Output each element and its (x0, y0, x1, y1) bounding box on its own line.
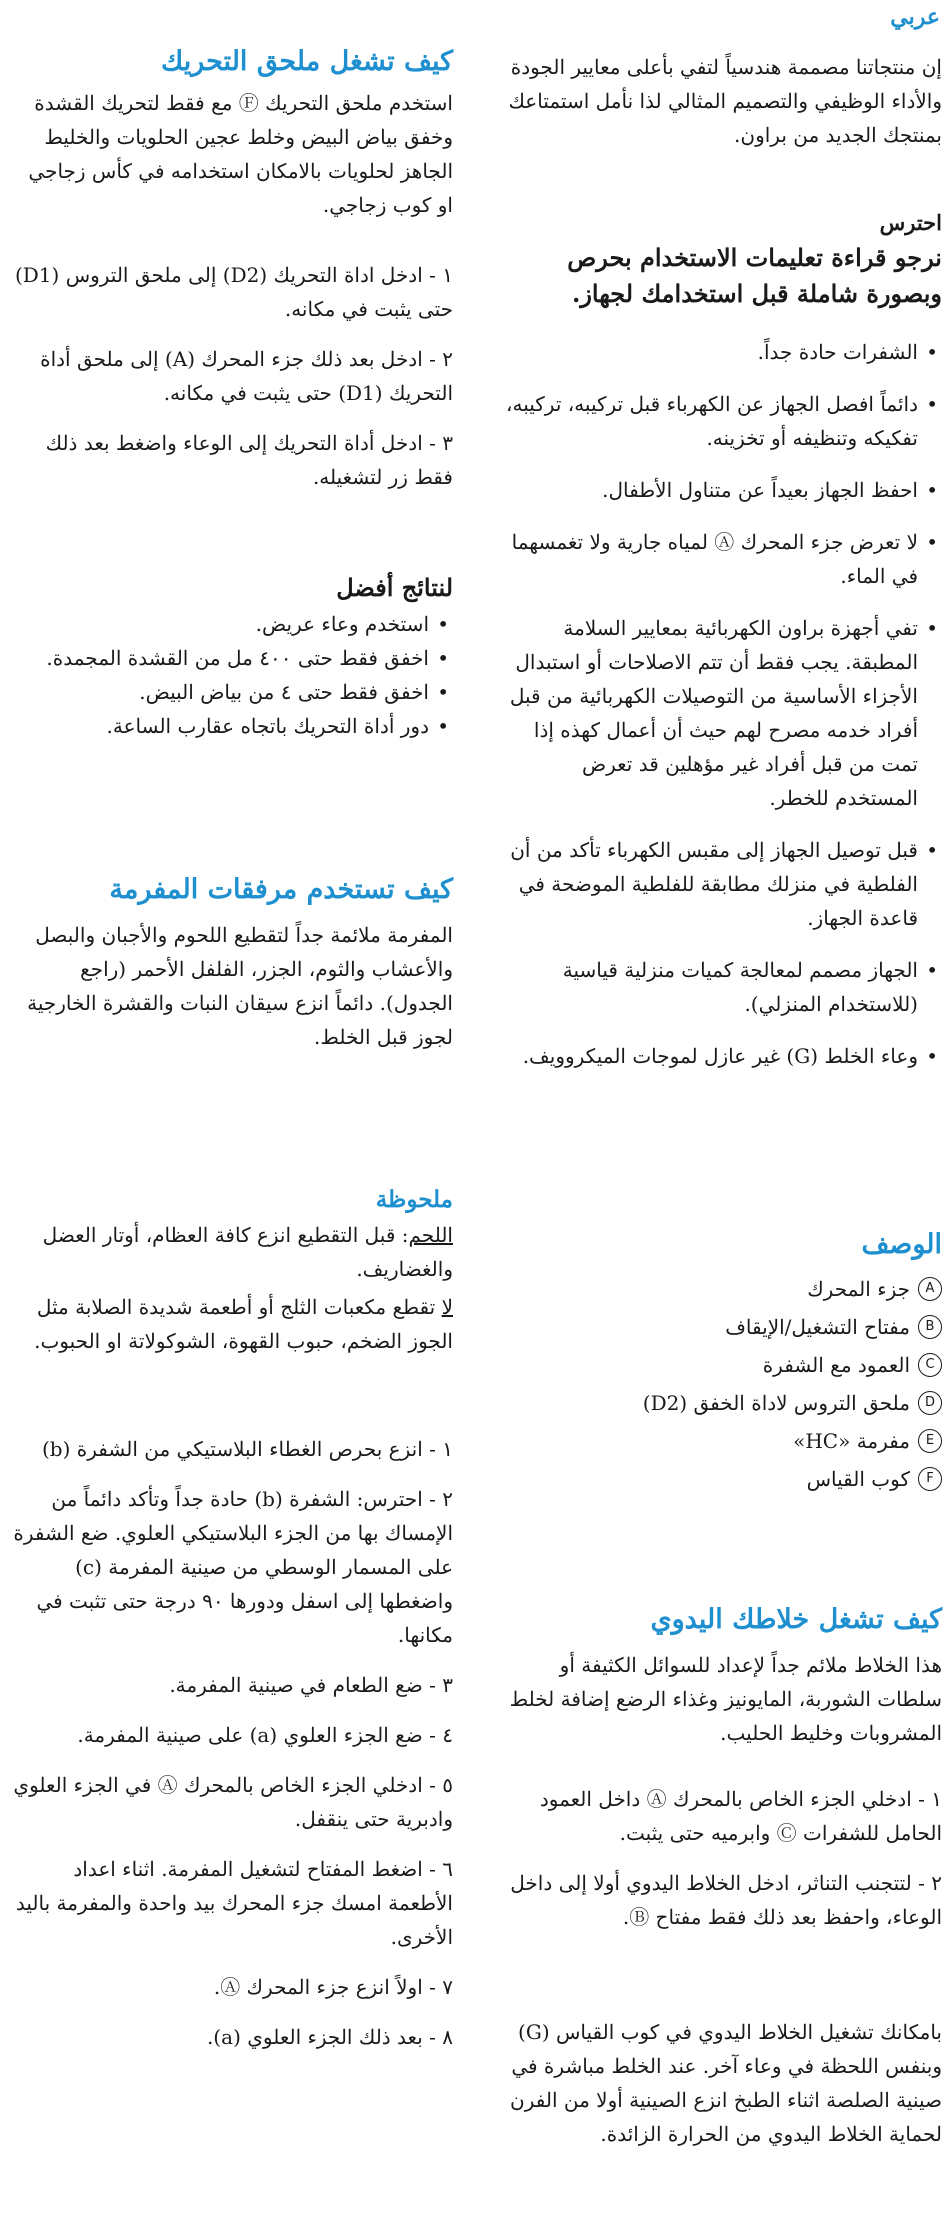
note-meat-text: : قبل التقطيع انزع كافة العظام، أوتار العضل والغضاريف. (42, 1223, 453, 1281)
caution-text: نرجو قراءة تعليمات الاستخدام بحرص وبصورة شاملة قبل استخدامك لجهاز. (567, 243, 942, 308)
step-item: ٥ - ادخلي الجزء الخاص بالمحرك Ⓐ في الجزء العلوي وادبرية حتى ينقفل. (13, 1773, 453, 1831)
whisk-steps (13, 258, 453, 510)
step-item: ٢ - ادخل بعد ذلك جزء المحرك (A) إلى ملحق أداة التحريك (D1) حتى يثبت في مكانه. (40, 347, 453, 405)
result-item: • اخفق فقط حتى ٤ من بياض البيض. (13, 676, 453, 708)
part-item (502, 1386, 942, 1420)
step-item: ٢ - احترس: الشفرة (b) حادة جداً وتأكد دائماً من الإمساك بها من الجزء البلاستيكي العلوي. ضع الشفرة على المسمار الوسطي من صينية المفرمة (c) واضغطها إلى اسفل ودورها ٩٠ درجة حتى تثبت في مكانها. (13, 1487, 453, 1647)
part-label: مفتاح التشغيل/الإيقاف (725, 1315, 910, 1339)
part-item (502, 1272, 942, 1306)
letter-marker-icon: F (918, 1467, 942, 1491)
part-label: ملحق التروس لاداة الخفق (D2) (642, 1391, 910, 1415)
step-item: ٦ - اضغط المفتاح لتشغيل المفرمة. اثناء اعداد الأطعمة امسك جزء المحرك بيد واحدة والمفرمة باليد الأخرى. (15, 1857, 453, 1949)
step-item: ٣ - ضع الطعام في صينية المفرمة. (169, 1673, 453, 1697)
warning-item: • الجهاز مصمم لمعالجة كميات منزلية قياسية (للاستخدام المنزلي). (502, 953, 942, 1021)
chopper-title: كيف تستخدم مرفقات المفرمة (109, 874, 453, 905)
step-item: ٧ - اولاً انزع جزء المحرك Ⓐ. (213, 1975, 453, 1999)
part-item (502, 1310, 942, 1344)
chopper-intro: المفرمة ملائمة جداً لتقطيع اللحوم والأجبان والبصل والأعشاب والثوم، الجزر، الفلفل الأحمر (راجع الجدول). دائماً انزع سيقان النبات والقشرة الخارجية لجوز قبل الخلط. (27, 923, 453, 1049)
part-item (502, 1424, 942, 1458)
blender-note: بامكانك تشغيل الخلاط اليدوي في كوب القياس (G) وبنفس اللحظة في وعاء آخر. عند الخلط مباشرة في صينية الصلصة اثناء الطبخ انزع الصينية أولا من الفرن لحماية الخلاط اليدوي من الحرارة الزائدة. (510, 2020, 942, 2146)
note-dont (13, 1290, 453, 1358)
blender-title: كيف تشغل خلاطك اليدوي (650, 1604, 942, 1635)
letter-marker-icon: A (918, 1277, 942, 1301)
note-meat-label: اللحم (408, 1223, 453, 1247)
part-label: كوب القياس (806, 1467, 910, 1491)
whisk-title: كيف تشغل ملحق التحريك (160, 46, 453, 77)
warning-item: • وعاء الخلط (G) غير عازل لموجات الميكروويف. (502, 1039, 942, 1073)
letter-marker-icon: B (918, 1315, 942, 1339)
intro-text: إن منتجاتنا مصممة هندسياً لتفي بأعلى معايير الجودة والأداء الوظيفي والتصميم المثالي لذا نأمل استمتاعك بمنتجك الجديد من براون. (508, 55, 942, 147)
part-item (502, 1348, 942, 1382)
step-item: ١ - انزع بحرص الغطاء البلاستيكي من الشفرة (b) (41, 1437, 453, 1461)
results-title: لنتائج أفضل (336, 573, 453, 602)
part-label: العمود مع الشفرة (762, 1353, 910, 1377)
note-title: ملحوظة (375, 1186, 453, 1213)
part-label: جزء المحرك (807, 1277, 910, 1301)
results-list (13, 608, 453, 744)
letter-marker-icon: D (918, 1391, 942, 1415)
step-item: ١ - ادخل اداة التحريك (D2) إلى ملحق التروس (D1) حتى يثبت في مكانه. (14, 263, 453, 321)
warning-item: • قبل توصيل الجهاز إلى مقبس الكهرباء تأكد من أن الفلطية في منزلك مطابقة للفلطية الموضحة في قاعدة الجهاز. (502, 833, 942, 935)
step-item: ٨ - بعد ذلك الجزء العلوي (a). (206, 2025, 453, 2049)
result-item: • دور أداة التحريك باتجاه عقارب الساعة. (13, 710, 453, 742)
whisk-intro: استخدم ملحق التحريك Ⓕ مع فقط لتحريك القشدة وخفق بياض البيض وخلط عجين الحلويات والخليط الجاهز لحلويات بالامكان استخدامه في كأس زجاجي او كوب زجاجي. (28, 91, 453, 217)
step-item: ٤ - ضع الجزء العلوي (a) على صينية المفرمة. (77, 1723, 453, 1747)
result-item: • اخفق فقط حتى ٤٠٠ مل من القشدة المجمدة. (13, 642, 453, 674)
note-dont-label: لا (441, 1295, 453, 1319)
warning-item: • الشفرات حادة جداً. (502, 335, 942, 369)
note-meat (13, 1218, 453, 1286)
step-item: ٢ - لتتجنب التناثر، ادخل الخلاط اليدوي أولا إلى داخل الوعاء، واحفظ بعد ذلك فقط مفتاح Ⓑ. (510, 1871, 942, 1929)
letter-marker-icon: E (918, 1429, 942, 1453)
parts-list (502, 1272, 942, 1500)
warning-item: • دائماً افصل الجهاز عن الكهرباء قبل تركيبه، تركيبه، تفكيكه وتنظيفه أو تخزينه. (502, 387, 942, 455)
step-item: ٣ - ادخل أداة التحريك إلى الوعاء واضغط بعد ذلك فقط زر لتشغيله. (45, 431, 453, 489)
blender-intro: هذا الخلاط ملائم جداً لإعداد للسوائل الكثيفة أو سلطات الشوربة، المايونيز وغذاء الرضع إضافة لخلط المشروبات وخليط الحليب. (509, 1653, 942, 1745)
chopper-steps (13, 1432, 453, 2070)
description-title: الوصف (861, 1229, 942, 1260)
part-item (502, 1462, 942, 1496)
note-dont-text: تقطع مكعبات الثلج أو أطعمة شديدة الصلابة مثل الجوز الضخم، حبوب القهوة، الشوكولاتة او الحبوب. (34, 1295, 453, 1353)
caution-title: احترس (879, 210, 942, 235)
warnings-list (502, 335, 942, 1091)
warning-item: • احفظ الجهاز بعيداً عن متناول الأطفال. (502, 473, 942, 507)
blender-steps (502, 1782, 942, 1950)
part-label: مفرمة «HC» (793, 1429, 910, 1453)
warning-item: • لا تعرض جزء المحرك Ⓐ لمياه جارية ولا تغمسهما في الماء. (502, 525, 942, 593)
warning-item: • تفي أجهزة براون الكهربائية بمعايير السلامة المطبقة. يجب فقط أن تتم الاصلاحات أو استبدال الأجزاء الأساسية من التوصيلات الكهربائية من قبل أفراد خدمه مصرح لهم حيث أن أعمال كهذه إذا تمت من قبل أفراد غير مؤهلين قد تعرض المستخدم للخطر. (502, 611, 942, 815)
language-label: عربي (890, 4, 940, 30)
letter-marker-icon: C (918, 1353, 942, 1377)
step-item: ١ - ادخلي الجزء الخاص بالمحرك Ⓐ داخل العمود الحامل للشفرات Ⓒ وابرميه حتى يثبت. (539, 1787, 942, 1845)
result-item: • استخدم وعاء عريض. (13, 608, 453, 640)
